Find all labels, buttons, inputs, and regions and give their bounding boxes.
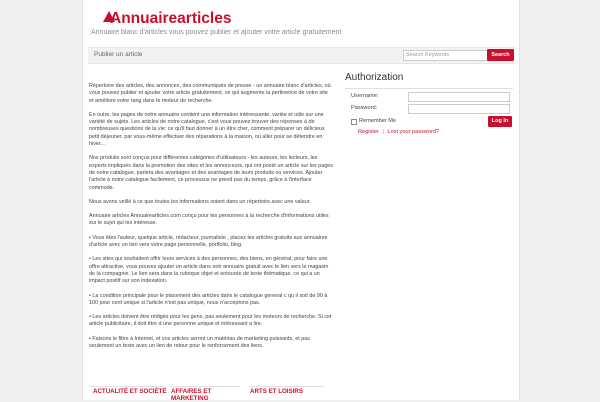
- lost-password-link[interactable]: Lost your password?: [387, 129, 440, 135]
- category-link[interactable]: AFFAIRES ET MARKETING: [171, 388, 212, 402]
- auth-links: [358, 129, 439, 135]
- paragraph: En outre, les pages de notre annuaire contient une information intéressante, variée et utile sur une variété de sujets. Les articles de notre catalogue, c'est vous pouvez trouver des réponses à de nombreuses questions de la vie: ce qu'il faut donner à un être cher, comment préparer un délicieux petit déjeuner, par vous-même effectuer des réparations à la maison, où aller pour se détendre en hiver...: [89, 111, 325, 148]
- paragraph: Annuaire articles Annuairearticles.com conçu pour les personnes à la recherche d'informations utiles sur le sujet qui les intéresse.: [89, 213, 329, 227]
- register-link[interactable]: Register: [358, 129, 379, 135]
- divider: [170, 386, 240, 387]
- divider: [89, 386, 164, 387]
- divider: [249, 386, 324, 387]
- password-label: Password:: [351, 105, 378, 111]
- paragraph: • Les articles doivent être rédigés pour les gens, pas seulement pour les moteurs de recherche. Si cet article publicitaire, il doit être d une personne unique et intéressant a lire.: [89, 314, 332, 328]
- site-tagline: Annuaire blanc d'articles vous pouvez publier et ajouter votre article gratuitement: [91, 29, 342, 36]
- paragraph: Nous avons veillé à ce que toutes les informations soient dans un répertoire.avec une valeur.: [89, 198, 311, 205]
- paragraph: • Les sites qui souhaitent offrir leurs services à des personnes, des biens, en général, pour faire une offre attractive, vous pouvez ajouter un article dans notr annuaire gratuit avec le lien vers le magasin de la compagnie. Le lien sera dans la rubrique objet et entourée de texte thématique, ce qui a un impact positif sur son indexation.: [89, 256, 329, 285]
- site-logo[interactable]: Annuairearticles: [110, 10, 232, 27]
- paragraph: Nos produits sont conçus pour différentes catégories d'utilisateurs - les auteurs, les lecteurs, les experts impliqués dans la promotion des sites et les annonceurs, qui ont posté un article sur les pages de notre catalogue, parlera des avantages et des avantages de leurs produits ou services. Ajouter l'article à notre catalogue facilement, ce processus ne prend pas du temps, grâce à l'interface commode.: [89, 155, 333, 191]
- sidebar: [345, 72, 515, 135]
- category-link[interactable]: ACTUALITÉ ET SOCIÉTÉ: [93, 388, 167, 395]
- page-container: [82, 0, 520, 400]
- search-button[interactable]: Search: [487, 49, 514, 61]
- search-input[interactable]: Search Keywords: [403, 50, 489, 61]
- remember-me-label: Remember Me: [359, 118, 396, 124]
- header: [83, 0, 519, 42]
- username-label: Username:: [351, 93, 379, 99]
- paragraph: • La condition principale pour le placement des articles dans le catalogue general c qu il soit de 90 à 100 pour cent unique si l'article n'est pas unique, nous n'acceptons pas.: [89, 292, 328, 306]
- username-input[interactable]: [408, 92, 510, 102]
- paragraph: Répertoire des articles, des annonces, des communiqués de presse - un annuaire blanc d'articles, où vous pouvez publier et ajouter votre article gratuitement, ce qui augmente la pertinence de votre site et améliore votre rang dans le moteur de recherche.: [89, 83, 331, 104]
- authorization-title: Authorization: [345, 72, 404, 83]
- main-content: [89, 83, 333, 357]
- divider: [345, 88, 513, 89]
- paragraph: • Faisons le filtre à Internet, et vos articles seront un matériau de marketing puissants, et pas seulement un texte avec un lien de retour pour le renforcement des liens.: [89, 335, 310, 350]
- remember-me-checkbox[interactable]: [351, 119, 357, 125]
- link-separator: |: [382, 129, 384, 135]
- nav-bar: [88, 47, 514, 64]
- category-link[interactable]: ARTS ET LOISIRS: [250, 388, 303, 395]
- nav-publish-article[interactable]: Publier un article: [94, 51, 143, 58]
- paragraph: • Vous êtes l'auteur, quelque article, rédacteur, journaliste , placez les articles gratuits aux annuaires d'article avec un lien vers votre page personnelle, portfolio, blog.: [89, 234, 328, 249]
- password-input[interactable]: [408, 104, 510, 114]
- login-button[interactable]: Log In: [488, 116, 512, 127]
